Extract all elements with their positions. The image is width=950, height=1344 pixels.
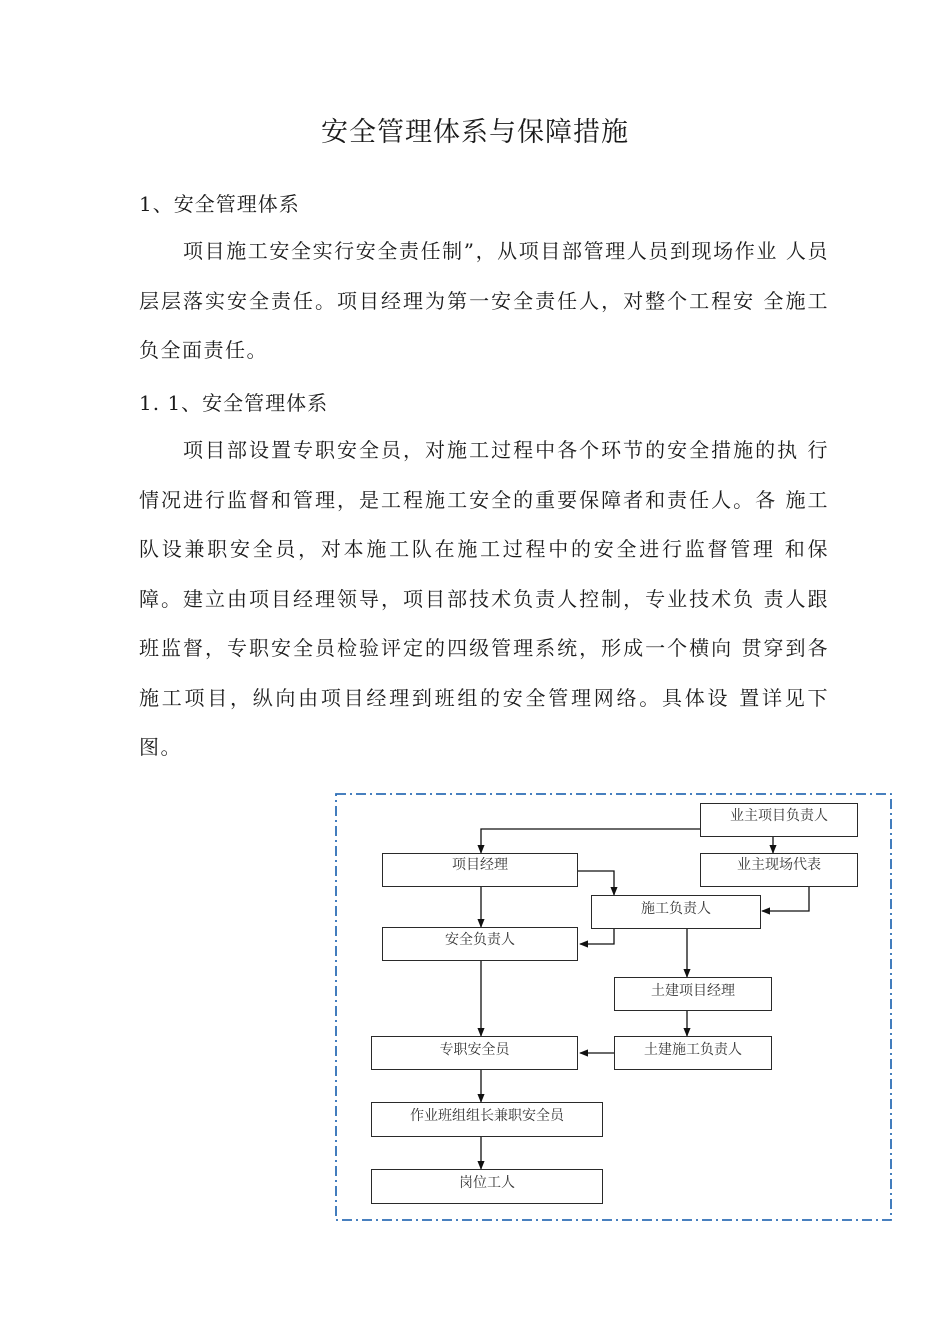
- edge-construction-to-safety: [580, 929, 614, 944]
- node-full-time-safety-officer: 专职安全员: [371, 1036, 578, 1070]
- safety-org-chart: [335, 793, 892, 1221]
- edge-owner-to-pm: [481, 829, 700, 853]
- node-post-workers: 岗位工人: [371, 1169, 603, 1204]
- node-construction-lead: 施工负责人: [591, 895, 761, 929]
- edge-pm-to-construction: [578, 871, 614, 895]
- node-civil-construction-lead: 土建施工负责人: [614, 1036, 772, 1070]
- node-safety-lead: 安全负责人: [382, 927, 578, 961]
- section-1-heading: 1、安全管理体系: [139, 192, 300, 216]
- node-project-manager: 项目经理: [382, 853, 578, 887]
- edge-rep-to-construction: [762, 887, 809, 911]
- node-owner-project-lead: 业主项目负责人: [700, 803, 858, 837]
- section-1-1-heading: 1. 1、安全管理体系: [139, 391, 329, 415]
- node-team-leader-safety-officer: 作业班组组长兼职安全员: [371, 1102, 603, 1137]
- node-civil-project-manager: 土建项目经理: [614, 977, 772, 1011]
- page-title: 安全管理体系与保障措施: [321, 117, 629, 148]
- node-owner-site-rep: 业主现场代表: [700, 853, 858, 887]
- section-1-paragraph: 项目施工安全实行安全责任制”，从项目部管理人员到现场作业 人员层层落实安全责任。项目经理为第一安全责任人，对整个工程安 全施工负全面责任。: [139, 239, 829, 362]
- section-1-1-paragraph: 项目部设置专职安全员，对施工过程中各个环节的安全措施的执 行情况进行监督和管理，是工程施工安全的重要保障者和责任人。各 施工队设兼职安全员，对本施工队在施工过程中的安全进行监督管理 和保障。建立由项目经理领导，项目部技术负责人控制，专业技术负 责人跟班监督，专职安全员检验评定的四级管理系统，形成一个横向 贯穿到各施工项目，纵向由项目经理到班组的安全管理网络。具体设 置详见下图。: [139, 438, 829, 759]
